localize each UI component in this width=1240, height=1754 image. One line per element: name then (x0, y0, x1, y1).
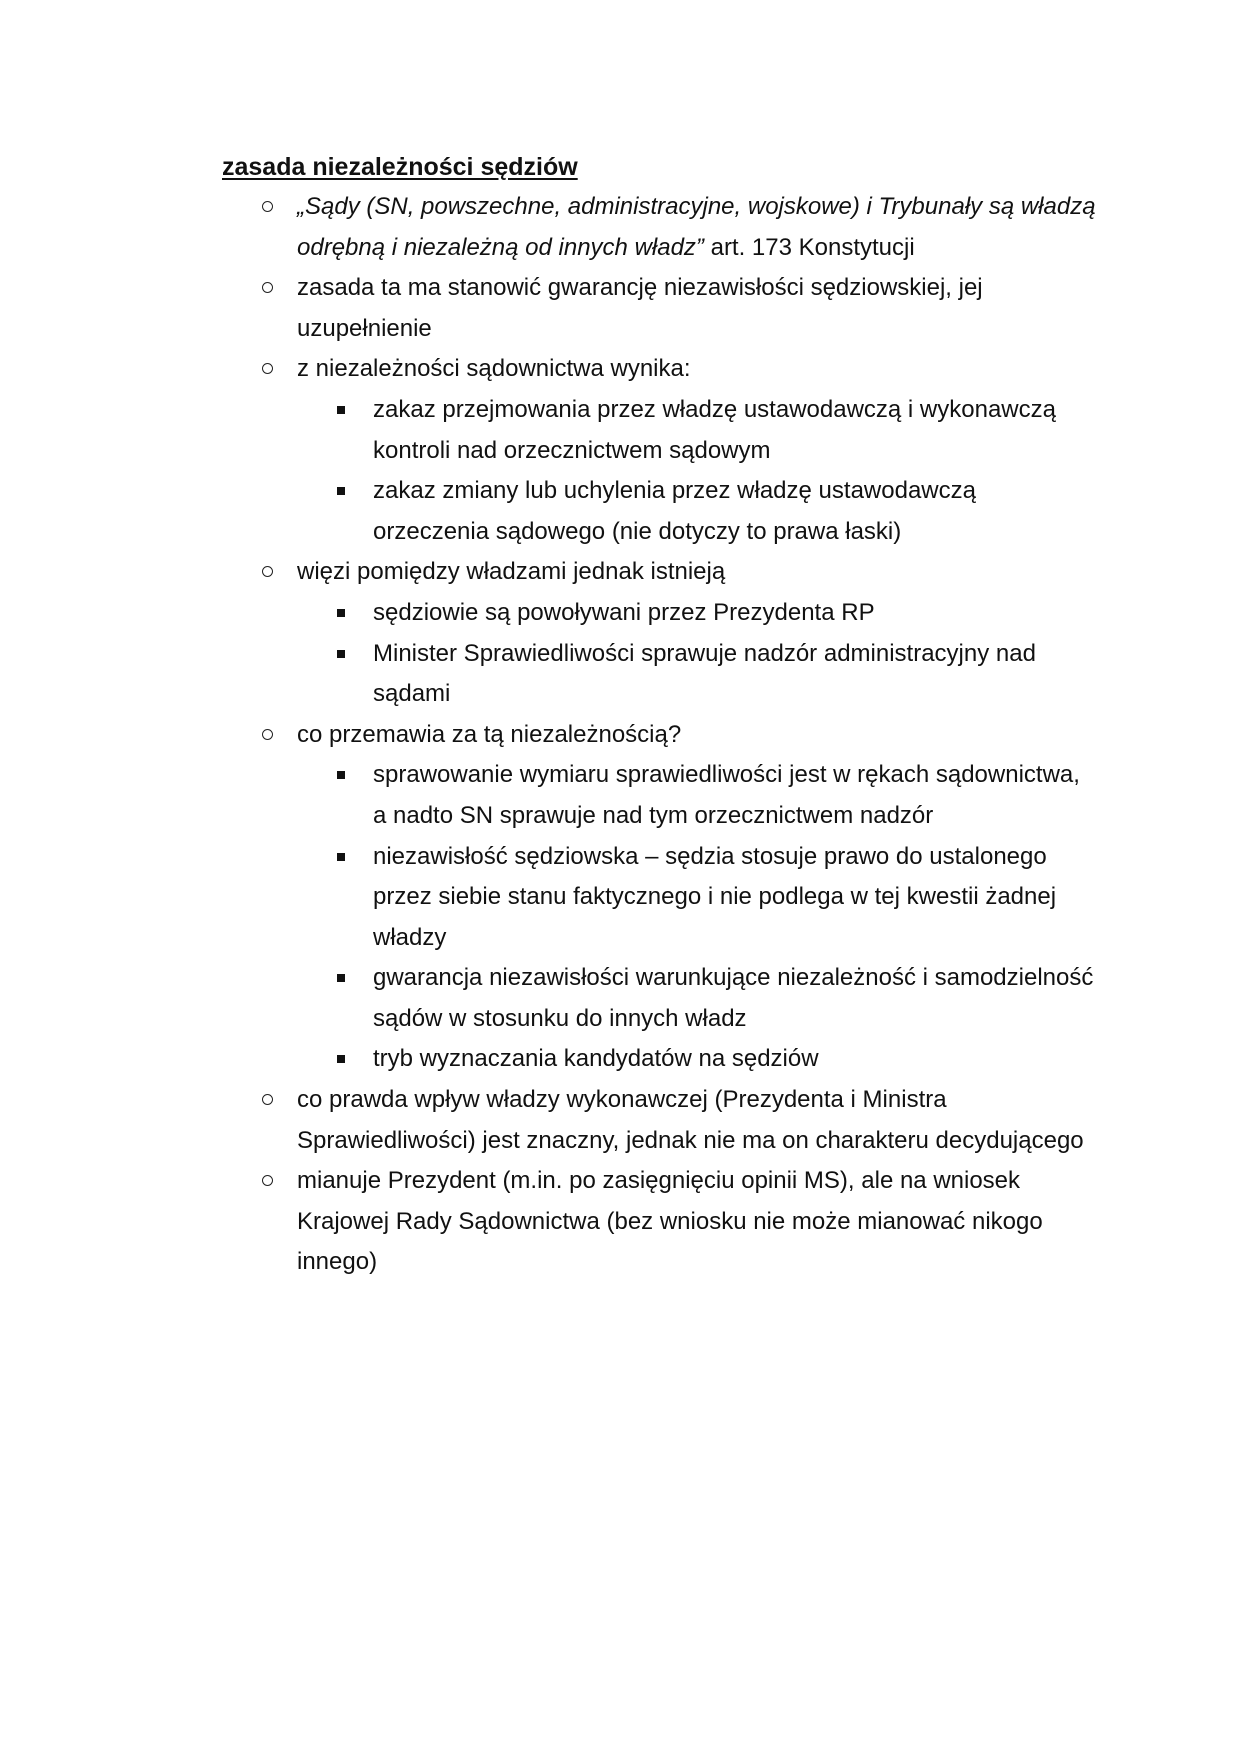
square-bullet-icon (337, 406, 345, 414)
square-bullet-icon (337, 974, 345, 982)
square-bullet-icon (337, 609, 345, 617)
list-item-text: co przemawia za tą niezależnością? (297, 720, 682, 748)
list-item-text: z niezależności sądownictwa wynika: (297, 355, 691, 383)
list-item-text: więzi pomiędzy władzami jednak istnieją (297, 558, 726, 586)
sub-list-item (0, 958, 1097, 1039)
sub-list-item (0, 593, 1097, 634)
square-bullet-icon (337, 487, 345, 495)
square-bullet-icon (337, 771, 345, 779)
hollow-circle-bullet-icon (262, 282, 273, 293)
list-item-text: art. 173 Konstytucji (703, 233, 915, 261)
hollow-circle-bullet-icon (262, 363, 273, 374)
list-item (0, 1080, 1097, 1161)
list-item (0, 349, 1097, 390)
bullet-list (0, 187, 1240, 1283)
section-heading: zasada niezależności sędziów (222, 153, 578, 181)
sub-list-item (0, 634, 1097, 715)
list-item-text: zakaz zmiany lub uchylenia przez władzę ustawodawczą orzeczenia sądowego (nie dotyczy to prawa łaski) (373, 477, 976, 545)
hollow-circle-bullet-icon (262, 201, 273, 212)
sub-list-item (0, 471, 1097, 552)
sub-list-item (0, 1039, 1097, 1080)
sub-list-item (0, 837, 1097, 959)
list-item-text: sędziowie są powoływani przez Prezydenta RP (373, 598, 875, 626)
hollow-circle-bullet-icon (262, 1094, 273, 1105)
list-item-text: gwarancja niezawisłości warunkujące niezależność i samodzielność sądów w stosunku do innych władz (373, 964, 1094, 1032)
hollow-circle-bullet-icon (262, 729, 273, 740)
list-item-text: Minister Sprawiedliwości sprawuje nadzór administracyjny nad sądami (373, 639, 1036, 708)
hollow-circle-bullet-icon (262, 1175, 273, 1186)
sub-list-item (0, 755, 1097, 836)
list-item (0, 552, 1097, 593)
list-item-text: tryb wyznaczania kandydatów na sędziów (373, 1045, 819, 1073)
hollow-circle-bullet-icon (262, 566, 273, 577)
list-item (0, 268, 1097, 349)
list-item (0, 187, 1097, 268)
square-bullet-icon (337, 650, 345, 658)
square-bullet-icon (337, 853, 345, 861)
list-item-text: niezawisłość sędziowska – sędzia stosuje prawo do ustalonego przez siebie stanu faktycznego i nie podlega w tej kwestii żadnej władzy (373, 842, 1057, 951)
constitution-quote: „Sądy (SN, powszechne, administracyjne, wojskowe) i Trybunały są władzą odrębną i niezależną od innych władz” (297, 193, 1096, 261)
square-bullet-icon (337, 1055, 345, 1063)
list-item-text: sprawowanie wymiaru sprawiedliwości jest w rękach sądownictwa, a nadto SN sprawuje nad tym orzecznictwem nadzór (373, 761, 1080, 829)
list-item (0, 1161, 1097, 1283)
sub-list-item (0, 390, 1097, 471)
list-item (0, 715, 1097, 756)
list-item-text: zasada ta ma stanowić gwarancję niezawisłości sędziowskiej, jej uzupełnienie (297, 274, 983, 342)
list-item-text: zakaz przejmowania przez władzę ustawodawczą i wykonawczą kontroli nad orzecznictwem sądowym (373, 395, 1056, 464)
list-item-text: co prawda wpływ władzy wykonawczej (Prezydenta i Ministra Sprawiedliwości) jest znaczny, jednak nie ma on charakteru decydującego (297, 1086, 1084, 1154)
list-item-text: mianuje Prezydent (m.in. po zasięgnięciu opinii MS), ale na wniosek Krajowej Rady Sądownictwa (bez wniosku nie może mianować nikogo innego) (297, 1167, 1043, 1276)
